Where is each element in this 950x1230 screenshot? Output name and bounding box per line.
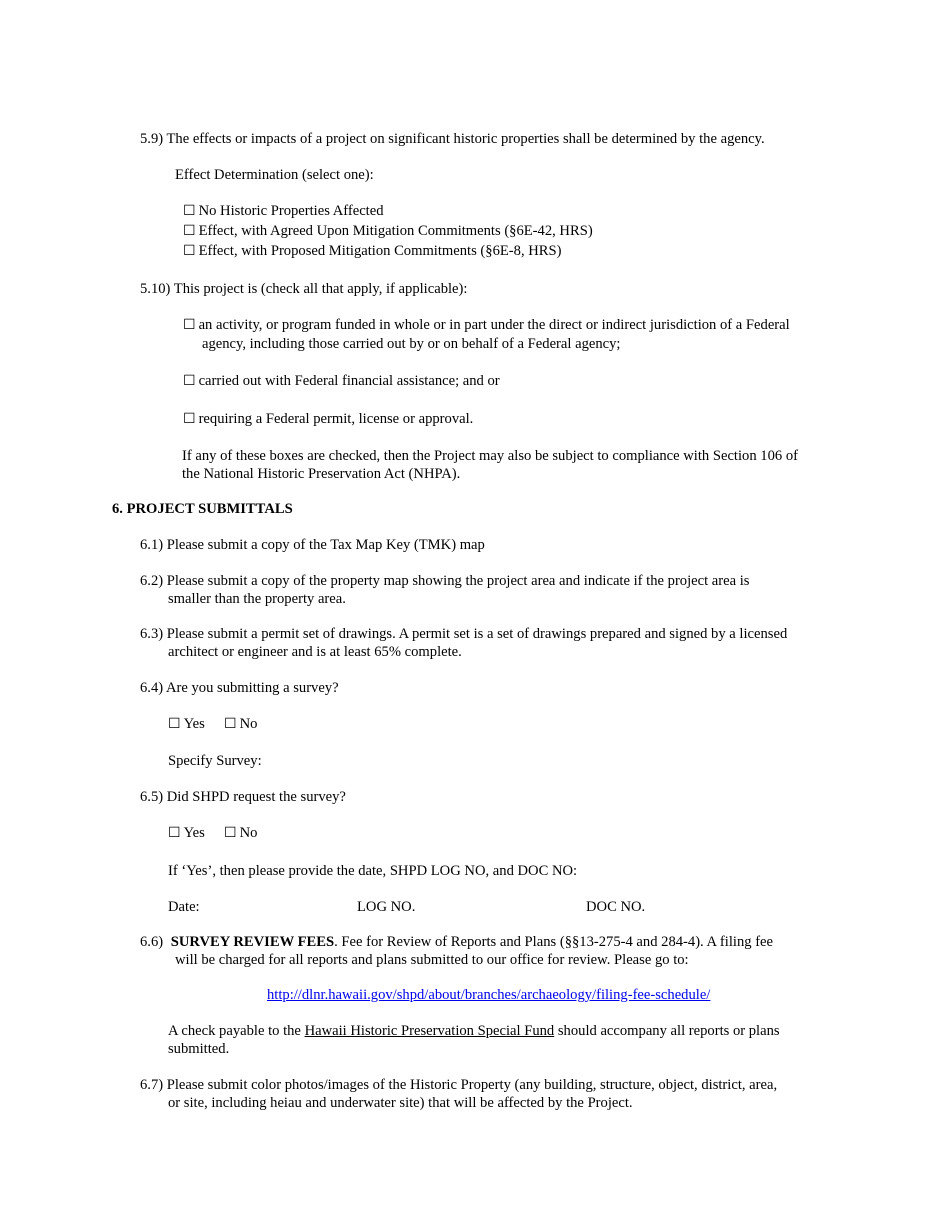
survey-review-fees-text: . Fee for Review of Reports and Plans (§§13-275-4 and 284-4). A filing fee xyxy=(334,934,774,950)
survey-review-fees-title: SURVEY REVIEW FEES xyxy=(170,934,335,950)
if-yes-instructions: If ‘Yes’, then please provide the date, SHPD LOG NO, and DOC NO: xyxy=(168,863,578,879)
option-agreed-mitigation[interactable] xyxy=(183,222,593,240)
option-federal-activity[interactable] xyxy=(183,316,790,334)
yes-label: Yes xyxy=(183,716,205,732)
option-no-historic-properties[interactable] xyxy=(183,202,384,220)
specify-survey-label: Specify Survey: xyxy=(168,753,262,769)
option-label: Effect, with Agreed Upon Mitigation Commitments (§6E-42, HRS) xyxy=(198,223,593,239)
item-6-7-line2: or site, including heiau and underwater site) that will be affected by the Project. xyxy=(168,1095,633,1111)
checkbox-icon[interactable]: ☐ xyxy=(183,373,196,389)
item-6-6-number: 6.6) xyxy=(140,934,164,950)
item-6-3-line1: 6.3) Please submit a permit set of drawings. A permit set is a set of drawings prepared and signed by a licensed xyxy=(140,626,788,642)
item-6-5: 6.5) Did SHPD request the survey? xyxy=(140,789,346,805)
project-submittals-heading: 6. PROJECT SUBMITTALS xyxy=(112,501,293,517)
effect-determination-label: Effect Determination (select one): xyxy=(175,167,374,183)
option-proposed-mitigation[interactable] xyxy=(183,242,562,260)
survey-yes-option[interactable] xyxy=(168,715,205,733)
item-6-2-line1: 6.2) Please submit a copy of the property map showing the project area and indicate if the project area is xyxy=(140,573,750,589)
survey-no-option[interactable] xyxy=(224,715,257,733)
option-federal-permit[interactable] xyxy=(183,410,473,428)
option-federal-activity-cont: agency, including those carried out by or on behalf of a Federal agency; xyxy=(202,336,621,352)
checkbox-icon[interactable]: ☐ xyxy=(183,203,196,219)
item-6-6-line2: will be charged for all reports and plans submitted to our office for review. Please go to: xyxy=(175,952,689,968)
checkbox-icon[interactable]: ☐ xyxy=(183,411,196,427)
option-label: carried out with Federal financial assistance; and or xyxy=(198,373,500,389)
item-6-2-line2: smaller than the property area. xyxy=(168,591,346,607)
checkbox-icon[interactable]: ☐ xyxy=(168,716,181,732)
check-text-post: should accompany all reports or plans xyxy=(554,1023,780,1039)
check-payable-line2: submitted. xyxy=(168,1041,230,1057)
checkbox-icon[interactable]: ☐ xyxy=(224,716,237,732)
item-6-1: 6.1) Please submit a copy of the Tax Map Key (TMK) map xyxy=(140,537,485,553)
doc-no-label: DOC NO. xyxy=(586,899,646,915)
section-5-10-text: 5.10) This project is (check all that apply, if applicable): xyxy=(140,281,468,297)
log-no-label: LOG NO. xyxy=(357,899,416,915)
checkbox-icon[interactable]: ☐ xyxy=(183,243,196,259)
item-6-4: 6.4) Are you submitting a survey? xyxy=(140,680,339,696)
section-5-9-text: 5.9) The effects or impacts of a project on significant historic properties shall be determined by the agency. xyxy=(140,131,765,147)
item-6-7-line1: 6.7) Please submit color photos/images of the Historic Property (any building, structure, object, district, area, xyxy=(140,1077,778,1093)
checkbox-icon[interactable]: ☐ xyxy=(168,825,181,841)
check-payable-line1 xyxy=(168,1022,780,1040)
option-label: No Historic Properties Affected xyxy=(198,203,384,219)
nhpa-note-line1: If any of these boxes are checked, then the Project may also be subject to compliance with Section 106 of xyxy=(182,448,798,464)
checkbox-icon[interactable]: ☐ xyxy=(183,317,196,333)
nhpa-note-line2: the National Historic Preservation Act (NHPA). xyxy=(182,466,461,482)
option-label: an activity, or program funded in whole or in part under the direct or indirect jurisdiction of a Federal xyxy=(198,317,790,333)
checkbox-icon[interactable]: ☐ xyxy=(183,223,196,239)
shpd-yes-option[interactable] xyxy=(168,824,205,842)
no-label: No xyxy=(239,716,258,732)
option-federal-assistance[interactable] xyxy=(183,372,500,390)
date-label: Date: xyxy=(168,899,200,915)
item-6-3-line2: architect or engineer and is at least 65% complete. xyxy=(168,644,462,660)
checkbox-icon[interactable]: ☐ xyxy=(224,825,237,841)
filing-fee-schedule-link[interactable]: http://dlnr.hawaii.gov/shpd/about/branches/archaeology/filing-fee-schedule/ xyxy=(267,987,711,1003)
item-6-6-line1 xyxy=(140,933,773,951)
preservation-fund-name: Hawaii Historic Preservation Special Fund xyxy=(304,1023,555,1039)
check-text-pre: A check payable to the xyxy=(168,1023,305,1039)
option-label: requiring a Federal permit, license or approval. xyxy=(198,411,474,427)
no-label: No xyxy=(239,825,258,841)
option-label: Effect, with Proposed Mitigation Commitments (§6E-8, HRS) xyxy=(198,243,562,259)
yes-label: Yes xyxy=(183,825,205,841)
shpd-no-option[interactable] xyxy=(224,824,257,842)
